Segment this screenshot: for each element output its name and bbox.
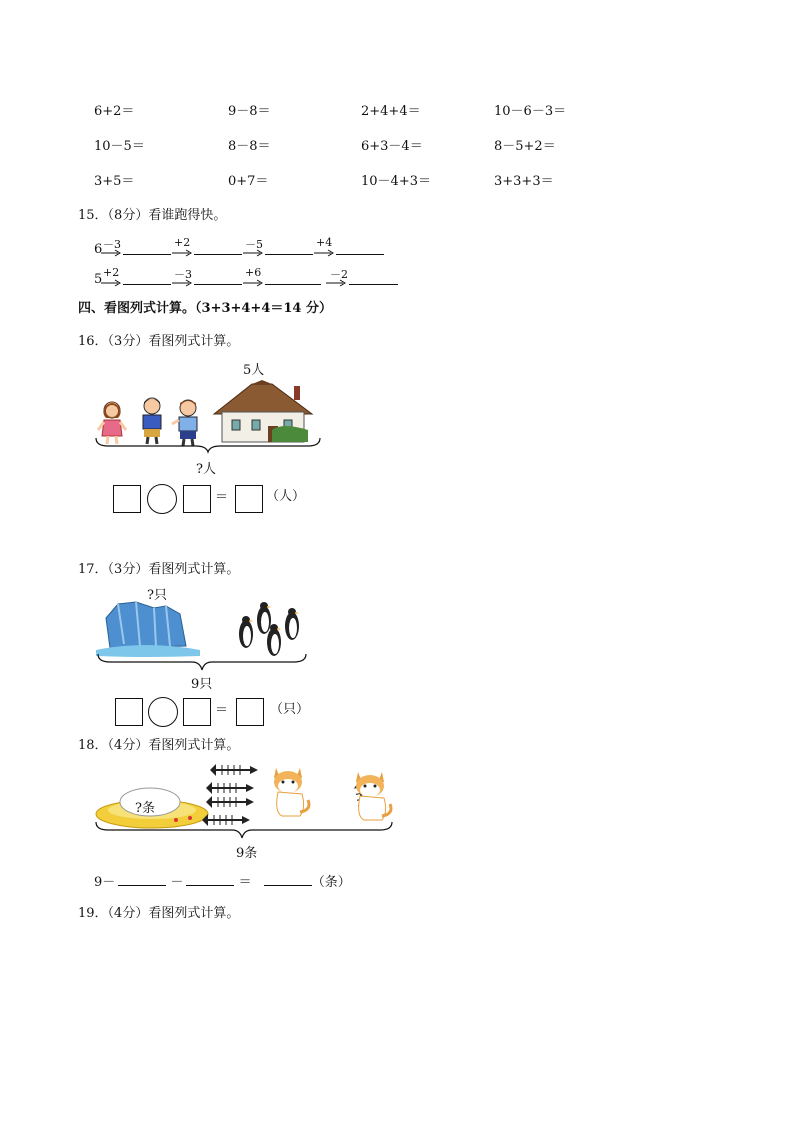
unit-label: （只） <box>270 702 310 717</box>
bottom-label: ?人 <box>196 462 216 477</box>
exercise-item: 3+3+3＝ <box>494 174 554 189</box>
cat-icon <box>274 768 309 816</box>
arrow-icon <box>101 280 121 286</box>
answer-blank[interactable] <box>194 242 242 255</box>
equals-sign: ＝ <box>215 490 229 505</box>
answer-blank[interactable] <box>123 242 171 255</box>
arrow-icon <box>101 250 121 256</box>
boy-figure <box>172 400 197 446</box>
answer-box[interactable] <box>183 698 211 726</box>
answer-box[interactable] <box>183 485 211 513</box>
unit-label: （条） <box>311 875 351 890</box>
chain-start: 5 <box>94 272 103 287</box>
q16-illustration <box>94 380 324 450</box>
q17-illustration <box>96 598 310 678</box>
iceberg-icon <box>96 602 200 657</box>
unit-label: （人） <box>266 489 306 504</box>
exercise-item: 8－5+2＝ <box>494 139 556 154</box>
bottom-label: 9只 <box>191 677 213 692</box>
answer-blank[interactable] <box>118 873 166 886</box>
section-4-title: 四、看图列式计算。（3+3+4+4＝14 分） <box>78 301 332 316</box>
question-15-title: 15．（8分）看谁跑得快。 <box>78 208 227 223</box>
arrow-icon <box>326 280 346 286</box>
chain-op: －2 <box>330 268 348 281</box>
equals-sign: ＝ <box>238 875 252 890</box>
top-label: ?只 <box>147 588 167 603</box>
answer-blank[interactable] <box>186 873 234 886</box>
top-label: 5人 <box>243 363 265 378</box>
answer-box[interactable] <box>113 485 141 513</box>
equation-start: 9－ <box>94 875 116 890</box>
answer-blank[interactable] <box>265 272 321 285</box>
penguin-icon <box>239 616 253 648</box>
boy-figure <box>143 398 161 444</box>
cat-icon <box>356 772 391 820</box>
operator-circle[interactable] <box>148 697 178 727</box>
answer-blank[interactable] <box>264 873 312 886</box>
fishbone-icon <box>206 796 254 808</box>
answer-box[interactable] <box>115 698 143 726</box>
answer-blank[interactable] <box>349 272 398 285</box>
bottom-label: 9条 <box>236 846 258 861</box>
answer-box[interactable] <box>235 485 263 513</box>
question-17-title: 17．（3分）看图列式计算。 <box>78 562 240 577</box>
arrow-icon <box>243 250 263 256</box>
q18-illustration <box>94 758 398 840</box>
exercise-item: 8－8＝ <box>228 139 271 154</box>
exercise-item: 10－5＝ <box>94 139 145 154</box>
plate-label: ?条 <box>135 801 155 816</box>
house-icon <box>214 380 312 442</box>
question-19-title: 19．（4分）看图列式计算。 <box>78 906 240 921</box>
fishbone-icon <box>206 782 254 794</box>
exercise-item: 10－4+3＝ <box>361 174 431 189</box>
chain-op: +2 <box>174 236 191 249</box>
chain-op: －5 <box>245 238 263 251</box>
fishbone-icon <box>202 814 250 826</box>
arrow-icon <box>172 250 192 256</box>
penguin-icon <box>257 602 271 634</box>
girl-figure <box>98 402 126 444</box>
exercise-item: 6+2＝ <box>94 104 135 119</box>
penguin-icon <box>285 608 299 640</box>
answer-blank[interactable] <box>265 242 313 255</box>
arrow-icon <box>243 280 263 286</box>
exercise-item: 0+7＝ <box>228 174 269 189</box>
answer-box[interactable] <box>236 698 264 726</box>
equals-sign: ＝ <box>215 703 229 718</box>
chain-op: +2 <box>103 266 120 279</box>
exercise-item: 9－8＝ <box>228 104 271 119</box>
exercise-item: 2+4+4＝ <box>361 104 421 119</box>
minus-sign: － <box>170 875 184 890</box>
exercise-item: 10－6－3＝ <box>494 104 567 119</box>
chain-start: 6 <box>94 242 103 257</box>
operator-circle[interactable] <box>147 484 177 514</box>
chain-op: +6 <box>245 266 262 279</box>
q18-equation <box>94 873 351 891</box>
arrow-icon <box>314 250 334 256</box>
chain-op: －3 <box>174 268 192 281</box>
answer-blank[interactable] <box>123 272 171 285</box>
answer-blank[interactable] <box>336 242 384 255</box>
answer-blank[interactable] <box>194 272 242 285</box>
exercise-item: 3+5＝ <box>94 174 135 189</box>
exercise-item: 6+3－4＝ <box>361 139 423 154</box>
question-16-title: 16．（3分）看图列式计算。 <box>78 334 240 349</box>
arrow-icon <box>172 280 192 286</box>
chain-op: －3 <box>103 238 121 251</box>
question-18-title: 18．（4分）看图列式计算。 <box>78 738 240 753</box>
fishbone-icon <box>210 764 258 776</box>
chain-op: +4 <box>316 236 333 249</box>
